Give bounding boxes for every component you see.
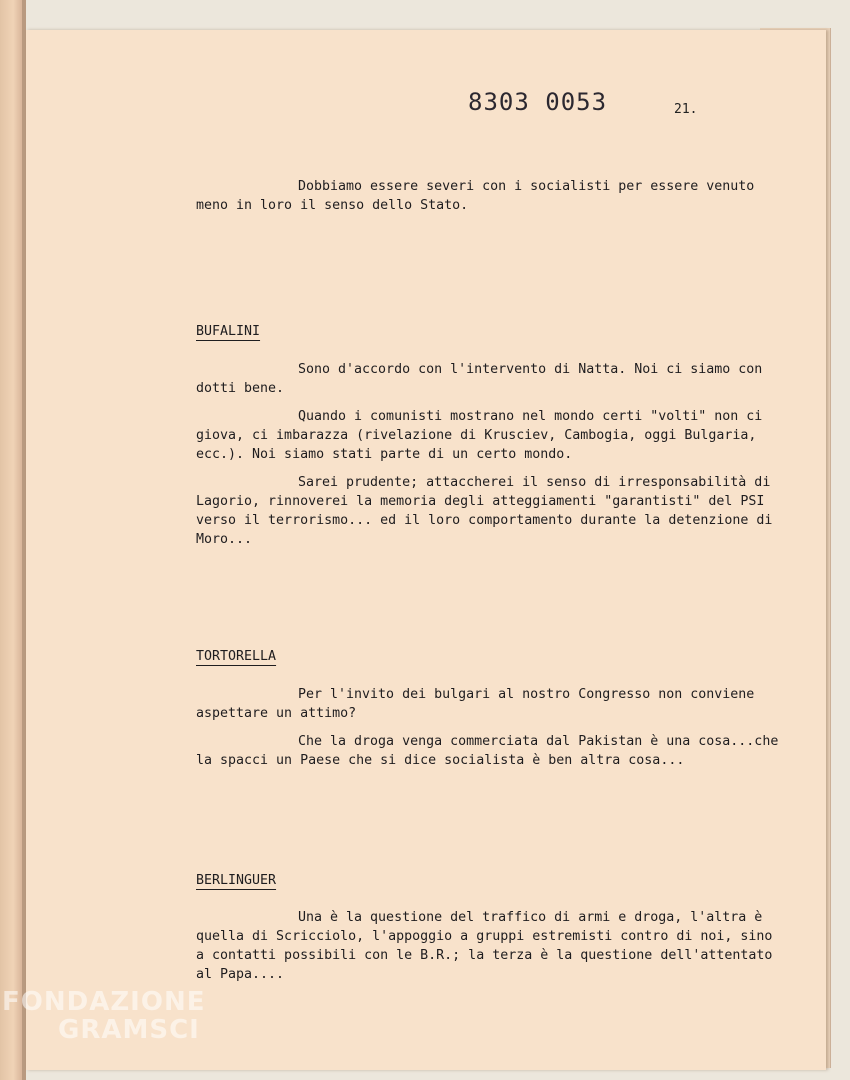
archive-number: 8303 0053: [468, 88, 608, 116]
watermark-line: FONDAZIONE: [2, 987, 206, 1017]
intro-line: meno in loro il senso dello Stato.: [196, 198, 469, 213]
paragraph-line: Che la droga venga commerciata dal Pakistan è una cosa...che: [298, 734, 779, 749]
paragraph-line: Quando i comunisti mostrano nel mondo certi "volti" non ci: [298, 409, 763, 424]
document-page: [26, 30, 826, 1070]
paragraph-line: Una è la questione del traffico di armi e droga, l'altra è: [298, 910, 763, 925]
paragraph-line: Per l'invito dei bulgari al nostro Congresso non conviene: [298, 687, 755, 702]
paragraph-line: a contatti possibili con le B.R.; la terza è la questione dell'attentato: [196, 948, 773, 963]
page-number: 21.: [674, 102, 698, 117]
paragraph-line: Sarei prudente; attaccherei il senso di irresponsabilità di: [298, 475, 771, 490]
left-page-edge: [0, 0, 22, 1080]
paragraph-line: aspettare un attimo?: [196, 706, 357, 721]
paragraph-line: verso il terrorismo... ed il loro comportamento durante la detenzione di: [196, 513, 773, 528]
paragraph-line: Moro...: [196, 532, 253, 547]
paragraph-line: al Papa....: [196, 967, 285, 982]
paragraph-line: dotti bene.: [196, 381, 285, 396]
speaker-heading: TORTORELLA: [196, 649, 277, 664]
fondazione-gramsci-watermark: [2, 988, 205, 1044]
speaker-heading: BERLINGUER: [196, 873, 277, 888]
speaker-heading: BUFALINI: [196, 324, 261, 339]
paragraph-line: Lagorio, rinnoverei la memoria degli atteggiamenti "garantisti" del PSI: [196, 494, 765, 509]
paragraph-line: giova, ci imbarazza (rivelazione di Krusciev, Cambogia, oggi Bulgaria,: [196, 428, 757, 443]
paragraph-line: la spacci un Paese che si dice socialista è ben altra cosa...: [196, 753, 685, 768]
paragraph-line: quella di Scricciolo, l'appoggio a gruppi estremisti contro di noi, sino: [196, 929, 773, 944]
intro-line: Dobbiamo essere severi con i socialisti per essere venuto: [298, 179, 755, 194]
paragraph-line: Sono d'accordo con l'intervento di Natta. Noi ci siamo con: [298, 362, 763, 377]
watermark-line: GRAMSCI: [58, 1015, 200, 1045]
paragraph-line: ecc.). Noi siamo stati parte di un certo mondo.: [196, 447, 573, 462]
